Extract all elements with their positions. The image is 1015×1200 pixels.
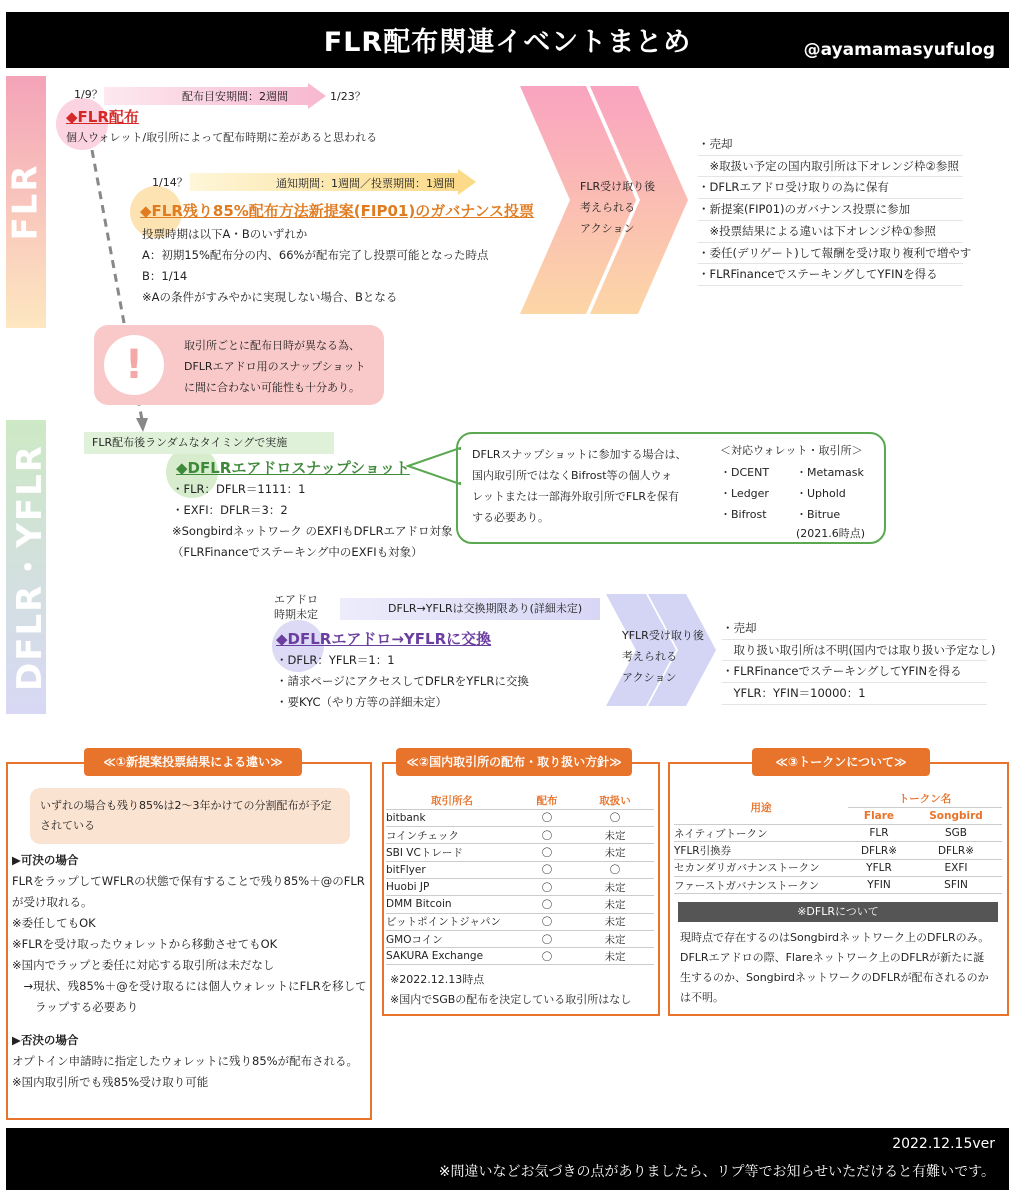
vote-title: ◆FLR残り85%配布方法新提案(FIP01)のガバナンス投票 [140,202,535,220]
snapshot-line: ・FLR：DFLR＝1111：1 [172,482,306,496]
box2-notes: ※2022.12.13時点 ※国内でSGBの配布を決定している取引所はなし [390,973,632,1006]
random-timing-label: FLR配布後ランダムなタイミングで実施 [84,432,334,454]
table-row: ビットポイントジャパン 〇 未定 [386,913,654,930]
exchange-lines [276,650,529,713]
table-row: コインチェック 〇 未定 [386,827,654,844]
exchange-line: ・請求ページにアクセスしてDFLRをYFLRに交換 [276,674,529,688]
speech-tail [406,446,462,486]
flr-section-label: FLR [6,163,47,241]
bar2-label: 通知期間：1週間／投票期間：1週間 [276,177,455,190]
action-item: ・売却 [698,134,963,156]
wallets-left: ・DCENT ・Ledger ・Bifrost [720,466,770,521]
action-item: 取り扱い取引所は不明(国内では取り扱い予定なし) [722,640,987,662]
dflr-note-heading: ※DFLRについて [678,902,998,922]
wallets-right: ・Metamask ・Uphold ・Bitrue [796,466,864,521]
box3-title: ≪③トークンについて≫ [752,748,930,776]
action-item: YFLR：YFIN＝10000：1 [722,683,987,705]
vote-line: A：初期15%配布分の内、66%が配布完了し投票可能となった時点 [142,248,489,262]
bubble-text: DFLRスナップショットに参加する場合は、 国内取引所ではなくBifrost等の個人ウォ レットまたは一部海外取引所でFLRを保有 する必要あり。 [472,448,687,524]
footer-note: ※間違いなどお気づきの点がありましたら、リプ等でお知らせいただけると有難いです。 [438,1164,995,1180]
exchange-period-bar: DFLR→YFLRは交換期限あり(詳細未定) [340,598,600,620]
action-item: ・FLRFinanceでステーキングしてYFINを得る [698,264,963,286]
action-item: ・DFLRエアドロ受け取りの為に保有 [698,177,963,199]
bar1-label: 配布目安期間：2週間 [182,90,288,103]
snapshot-line: （FLRFinanceでステーキング中のEXFIも対象） [172,545,423,559]
table-row: bitFlyer 〇 〇 [386,861,654,878]
exchange-table: 取引所名 配布 取扱い bitbank 〇 〇 コインチェック 〇 未定 SBI VCトレード 〇 未定 bitFlyer 〇 〇 Huobi JP 〇 未定 DMM Bitcoin 〇 未定 ビットポイントジャパン 〇 未定 GMOコイン 〇 未定 SAKURA Exchange 〇 未定 [386,792,654,965]
table-row: SAKURA Exchange 〇 未定 [386,948,654,965]
yflr-actions-list [722,618,996,705]
bar1-end: 1/23？ [330,90,366,103]
action-item: ※投票結果による違いは下オレンジ枠①参照 [698,221,963,243]
action-item: ・委任(デリゲート)して報酬を受け取り複利で増やす [698,243,963,265]
table-row: SBI VCトレード 〇 未定 [386,844,654,861]
airdrop-timing: エアドロ 時期未定 [274,593,318,621]
wallet-date: (2021.6時点) [796,527,866,540]
exchange-line: ・要KYC（やり方等の詳細未定） [276,695,448,709]
dflr-section-bar [6,420,50,714]
table-row: bitbank 〇 〇 [386,809,654,826]
vote-line: B：1/14 [142,269,188,283]
warning-box [94,325,384,405]
snapshot-line: ※Songbirdネットワーク のEXFIもDFLRエアドロ対象 [172,524,453,538]
box2-title: ≪②国内取引所の配布・取り扱い方針≫ [396,748,632,776]
dflr-note-text: 現時点で存在するのはSongbirdネットワーク上のDFLRのみ。 DFLRエアドロの際、Flareネットワーク上のDFLRが新たに誕 生するのか、SongbirdネットワークのDFLRが配布されるのか は不明。 [680,931,990,1004]
bar1-start: 1/9？ [74,88,103,101]
token-table: 用途 トークン名 Flare Songbird ネイティブトークン FLR SGB YFLR引換券 DFLR※ DFLR※ セカンダリガバナンストークン YFLR EXFI ファーストガバナンストークン YFIN SFIN [674,790,1002,894]
dflr-section-label: DFLR・YFLR [9,443,50,691]
table-row: GMOコイン 〇 未定 [386,930,654,947]
author-handle: @ayamamasyufulog [803,40,995,60]
version-label: 2022.12.15ver [892,1136,995,1152]
flr-actions-list [698,134,972,286]
footer-banner [6,1128,1009,1190]
table-row: DMM Bitcoin 〇 未定 [386,896,654,913]
warning-icon: ! [104,335,164,395]
table-row: セカンダリガバナンストークン YFLR EXFI [674,859,1002,876]
flr-action-label: FLR受け取り後 考えられる アクション [580,180,656,235]
vote-line: 投票時期は以下A・Bのいずれか [142,227,308,241]
snapshot-bubble [456,432,886,544]
yflr-action-label: YFLR受け取り後 考えられる アクション [622,629,704,684]
snapshot-title: ◆DFLRエアドロスナップショット [176,459,410,477]
flr-dist-title: ◆FLR配布 [66,108,139,126]
wallet-title: ＜対応ウォレット・取引所＞ [720,444,863,457]
table-row: YFLR引換券 DFLR※ DFLR※ [674,842,1002,859]
action-item: ・新提案(FIP01)のガバナンス投票に参加 [698,199,963,221]
box1-title: ≪①新提案投票結果による違い≫ [84,748,302,776]
reject-heading: ▶否決の場合 [12,1033,79,1047]
table-row: ファーストガバナンストークン YFIN SFIN [674,876,1002,893]
box1-note: いずれの場合も残り85%は2〜3年かけての分割配布が予定 されている [30,788,350,844]
warning-text: 取引所ごとに配布日時が異なる為、 DFLRエアドロ用のスナップショット に間に合わない可能性も十分あり。 [184,339,366,394]
header-banner [6,12,1009,68]
vote-lines [142,224,489,308]
action-item: ※取扱い予定の国内取引所は下オレンジ枠②参照 [698,156,963,178]
bar2-start: 1/14？ [152,176,188,189]
pass-heading: ▶可決の場合 [12,853,79,867]
box1-body: ▶可決の場合 FLRをラップしてWFLRの状態で保有することで残り85%＋@のFLR が受け取れる。 ※委任してもOK ※FLRを受け取ったウォレットから移動させてもOK ※国内でラップと委任に対応する取引所は未だなし →現状、残85%＋@を受け取るには個人ウォレットにFLRを移して ラップする必要あり ▶否決の場合 オプトイン申請時に指定したウォレットに残り85%が配布される。 ※国内取引所でも残85%受け取り可能 [12,850,367,1093]
page-title: FLR配布関連イベントまとめ [323,27,692,58]
flr-dist-desc: 個人ウォレット/取引所によって配布時期に差があると思われる [66,131,378,144]
table-row: Huobi JP 〇 未定 [386,878,654,895]
snapshot-line: ・EXFI：DFLR＝3：2 [172,503,288,517]
action-item: ・売却 [722,618,987,640]
vote-line: ※Aの条件がすみやかに実現しない場合、Bとなる [142,290,398,304]
snapshot-lines [172,479,453,563]
table-row: ネイティブトークン FLR SGB [674,825,1002,842]
action-item: ・FLRFinanceでステーキングしてYFINを得る [722,661,987,683]
flr-section-bar [6,76,46,328]
exchange-line: ・DFLR：YFLR＝1：1 [276,653,395,667]
exchange-title: ◆DFLRエアドロ→YFLRに交換 [276,630,492,648]
